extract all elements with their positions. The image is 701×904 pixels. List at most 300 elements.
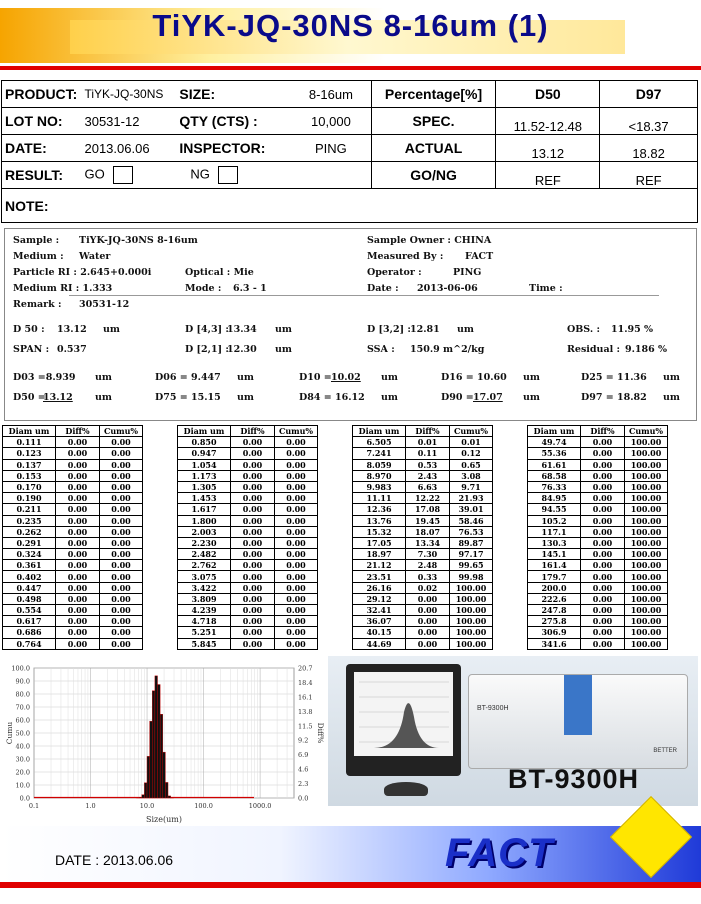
d32-value: 12.81: [410, 324, 440, 335]
measurement-panel: [4, 228, 697, 421]
table-cell: 0.00: [231, 448, 275, 459]
table-cell: 0.00: [56, 437, 100, 448]
distribution-table-3: [352, 425, 493, 650]
table-cell: 0.00: [100, 515, 143, 526]
table-cell: 0.617: [3, 616, 56, 627]
table-cell: 100.00: [625, 437, 668, 448]
lot-label: LOT NO:: [2, 108, 82, 135]
qty-label: QTY (CTS) :: [176, 108, 291, 135]
table-cell: 145.1: [528, 549, 581, 560]
table-cell: 4.718: [178, 616, 231, 627]
table-cell: 1.173: [178, 470, 231, 481]
diff-bar: [163, 752, 166, 798]
diff-bar: [165, 782, 168, 798]
d21-value: 12.30: [227, 344, 257, 355]
table-cell: 3.075: [178, 571, 231, 582]
note-label: NOTE:: [2, 189, 698, 223]
table-cell: 6.505: [353, 437, 406, 448]
table-cell: 2.762: [178, 560, 231, 571]
d03: D03 =8.939: [13, 372, 76, 383]
table-row: [353, 470, 493, 481]
y-tick-label: 20.0: [15, 768, 30, 777]
table-cell: 0.447: [3, 582, 56, 593]
table-cell: 0.00: [100, 560, 143, 571]
d10-label: D10 =: [299, 372, 332, 383]
table-cell: 13.34: [406, 537, 450, 548]
y-tick-label: 70.0: [15, 703, 30, 712]
table-cell: 32.41: [353, 605, 406, 616]
table-row: [528, 504, 668, 515]
table-cell: 0.00: [581, 481, 625, 492]
table-cell: 100.00: [450, 627, 493, 638]
monitor-image: [346, 664, 461, 776]
spec-label: SPEC.: [371, 108, 496, 135]
table-cell: 2.230: [178, 537, 231, 548]
table-cell: 0.00: [581, 504, 625, 515]
y2-axis-label: Diff%: [316, 722, 325, 744]
diff-bar: [144, 783, 147, 798]
table-cell: 0.33: [406, 571, 450, 582]
monitor-stand: [384, 782, 428, 796]
table-cell: 0.291: [3, 537, 56, 548]
table-cell: 76.33: [528, 481, 581, 492]
table-cell: 0.00: [100, 493, 143, 504]
table-row: [528, 437, 668, 448]
table-cell: 117.1: [528, 526, 581, 537]
diff-bar: [160, 714, 163, 798]
table-cell: 100.00: [625, 571, 668, 582]
model-name: BT-9300H: [508, 764, 640, 794]
table-cell: 15.32: [353, 526, 406, 537]
table-cell: 99.98: [450, 571, 493, 582]
table-cell: 76.53: [450, 526, 493, 537]
table-cell: 0.00: [231, 627, 275, 638]
distribution-table-4: [527, 425, 668, 650]
table-cell: 0.00: [231, 515, 275, 526]
table-cell: 0.111: [3, 437, 56, 448]
table-row: [528, 493, 668, 504]
go-option[interactable]: [81, 162, 176, 189]
table-cell: 0.00: [100, 549, 143, 560]
y-tick-label: 10.0: [15, 781, 30, 790]
table-cell: 0.00: [406, 605, 450, 616]
table-row: [528, 593, 668, 604]
table-row: [528, 470, 668, 481]
table-row: [3, 638, 143, 649]
table-cell: 100.00: [450, 638, 493, 649]
table-cell: 0.00: [231, 493, 275, 504]
chart-svg: [2, 660, 324, 825]
actual-label: ACTUAL: [371, 135, 496, 162]
fact-logo: FACT: [445, 831, 554, 875]
page-title: TiYK-JQ-30NS 8-16um (1): [152, 8, 549, 43]
table-row: [353, 627, 493, 638]
table-cell: 161.4: [528, 560, 581, 571]
table-cell: 0.947: [178, 448, 231, 459]
table-row: [3, 549, 143, 560]
table-cell: 0.00: [581, 616, 625, 627]
table-cell: 100.00: [625, 493, 668, 504]
table-cell: 0.00: [275, 437, 318, 448]
table-cell: 100.00: [625, 481, 668, 492]
table-cell: 100.00: [625, 605, 668, 616]
d97-unit: um: [663, 392, 680, 403]
table-cell: 0.00: [406, 593, 450, 604]
table-cell: 40.15: [353, 627, 406, 638]
table-cell: 100.00: [625, 470, 668, 481]
d32-unit: um: [457, 324, 474, 335]
spec-d50: 11.52-12.48: [496, 108, 600, 135]
table-cell: 0.554: [3, 605, 56, 616]
table-cell: 0.00: [100, 593, 143, 604]
d16-unit: um: [523, 372, 540, 383]
table-row: [178, 560, 318, 571]
table-cell: 100.00: [625, 526, 668, 537]
table-row: [3, 627, 143, 638]
table-cell: 0.00: [56, 470, 100, 481]
analyzer-panel: [564, 675, 592, 735]
date-label: DATE:: [2, 135, 82, 162]
table-row: [178, 605, 318, 616]
table-cell: 13.76: [353, 515, 406, 526]
table-cell: 0.00: [581, 549, 625, 560]
inspector-label: INSPECTOR:: [176, 135, 291, 162]
table-cell: 0.00: [581, 627, 625, 638]
table-cell: 3.08: [450, 470, 493, 481]
table-cell: 0.00: [100, 571, 143, 582]
table-cell: 105.2: [528, 515, 581, 526]
table-cell: 17.08: [406, 504, 450, 515]
instrument-photo: [328, 656, 698, 806]
table-cell: 0.00: [231, 537, 275, 548]
table-cell: 0.00: [100, 459, 143, 470]
table-cell: 100.00: [625, 515, 668, 526]
column-header: Diff%: [56, 426, 100, 437]
actual-d50: 13.12: [496, 135, 600, 162]
table-cell: 0.00: [100, 437, 143, 448]
d25-unit: um: [663, 372, 680, 383]
footer-date: DATE : 2013.06.06: [55, 852, 174, 868]
table-cell: 1.054: [178, 459, 231, 470]
table-row: [353, 560, 493, 571]
table-row: [178, 616, 318, 627]
d50-value: 13.12: [57, 324, 87, 335]
qty-value: 10,000: [291, 108, 371, 135]
d21-label: D [2,1] :: [185, 344, 229, 355]
table-cell: 36.07: [353, 616, 406, 627]
table-cell: 0.00: [275, 582, 318, 593]
table-row: [178, 526, 318, 537]
d75: D75 = 15.15: [155, 392, 221, 403]
product-label: PRODUCT:: [2, 81, 82, 108]
table-cell: 0.02: [406, 582, 450, 593]
table-row: [3, 616, 143, 627]
table-cell: 84.95: [528, 493, 581, 504]
table-cell: 0.11: [406, 448, 450, 459]
table-cell: 0.170: [3, 481, 56, 492]
table-cell: 100.00: [450, 605, 493, 616]
table-row: [528, 627, 668, 638]
table-row: [178, 549, 318, 560]
table-cell: 68.58: [528, 470, 581, 481]
table-row: [353, 459, 493, 470]
table-row: [353, 493, 493, 504]
size-value: 8-16um: [291, 81, 371, 108]
table-cell: 100.00: [625, 582, 668, 593]
mode-label: Mode :: [185, 283, 222, 294]
y2-tick-label: 2.3: [298, 780, 309, 789]
table-cell: 100.00: [625, 504, 668, 515]
table-row: [3, 605, 143, 616]
diff-bar: [150, 721, 153, 798]
table-cell: 1.617: [178, 504, 231, 515]
divider: [69, 295, 659, 296]
table-cell: 5.845: [178, 638, 231, 649]
column-header: Diff%: [581, 426, 625, 437]
table-row: [528, 571, 668, 582]
table-row: [528, 582, 668, 593]
table-cell: 0.01: [406, 437, 450, 448]
d50-unit-2: um: [95, 392, 112, 403]
table-cell: 0.00: [275, 627, 318, 638]
column-header: Diff%: [406, 426, 450, 437]
table-cell: 0.00: [56, 537, 100, 548]
table-cell: 0.00: [275, 448, 318, 459]
table-cell: 0.00: [275, 504, 318, 515]
table-row: [3, 448, 143, 459]
table-cell: 2.43: [406, 470, 450, 481]
table-cell: 0.00: [231, 504, 275, 515]
d75-unit: um: [237, 392, 254, 403]
table-row: [178, 448, 318, 459]
go-checkbox[interactable]: [113, 166, 133, 184]
table-row: [178, 627, 318, 638]
d50-label: D 50 :: [13, 324, 45, 335]
table-row: [353, 515, 493, 526]
column-header: Diam um: [3, 426, 56, 437]
table-row: [528, 448, 668, 459]
table-cell: 0.53: [406, 459, 450, 470]
table-cell: 0.65: [450, 459, 493, 470]
time-label: Time :: [529, 283, 563, 294]
table-cell: 0.402: [3, 571, 56, 582]
x-axis-label: Size(um): [146, 815, 182, 824]
table-row: [353, 481, 493, 492]
table-cell: 21.93: [450, 493, 493, 504]
table-cell: 0.262: [3, 526, 56, 537]
table-cell: 0.764: [3, 638, 56, 649]
table-row: [178, 571, 318, 582]
lot-value: 30531-12: [81, 108, 176, 135]
table-cell: 0.686: [3, 627, 56, 638]
table-cell: 0.00: [581, 448, 625, 459]
diff-bar: [155, 676, 158, 798]
table-cell: 99.65: [450, 560, 493, 571]
table-cell: 0.00: [581, 515, 625, 526]
table-cell: 0.00: [275, 560, 318, 571]
table-cell: 21.12: [353, 560, 406, 571]
table-cell: 0.00: [406, 627, 450, 638]
y-tick-label: 30.0: [15, 755, 30, 764]
table-row: [3, 560, 143, 571]
table-cell: 97.17: [450, 549, 493, 560]
distribution-table-1: [2, 425, 143, 650]
residual-value: 9.186 %: [625, 344, 668, 355]
inspector-value: PING: [291, 135, 371, 162]
d97-header: D97: [600, 81, 698, 108]
percentage-header: Percentage[%]: [371, 81, 496, 108]
date-value-m: 2013-06-06: [417, 283, 478, 294]
table-cell: 0.00: [406, 638, 450, 649]
footer: [0, 826, 701, 904]
table-cell: 100.00: [625, 627, 668, 638]
table-cell: 0.00: [100, 504, 143, 515]
table-row: [3, 493, 143, 504]
date-value: 2013.06.06: [81, 135, 176, 162]
table-cell: 2.003: [178, 526, 231, 537]
table-cell: 49.74: [528, 437, 581, 448]
table-cell: 130.3: [528, 537, 581, 548]
table-row: [353, 582, 493, 593]
table-row: [528, 515, 668, 526]
y2-tick-label: 20.7: [298, 664, 313, 673]
d97: D97 = 18.82: [581, 392, 647, 403]
measured-by-value: FACT: [465, 251, 494, 262]
header: [0, 0, 701, 72]
result-spacer: [291, 162, 371, 189]
table-cell: 11.11: [353, 493, 406, 504]
table-cell: 0.00: [581, 605, 625, 616]
table-cell: 0.00: [581, 582, 625, 593]
d90-value: 17.07: [473, 392, 503, 403]
table-row: [353, 638, 493, 649]
d50-value-2: 13.12: [43, 392, 73, 403]
table-cell: 0.00: [406, 616, 450, 627]
d06: D06 = 9.447: [155, 372, 221, 383]
d10-unit: um: [381, 372, 398, 383]
table-row: [178, 504, 318, 515]
table-cell: 100.00: [625, 448, 668, 459]
measured-by-label: Measured By :: [367, 251, 444, 262]
d43-unit: um: [275, 324, 292, 335]
d06-unit: um: [237, 372, 254, 383]
diff-bar: [158, 685, 161, 798]
table-cell: 19.45: [406, 515, 450, 526]
table-cell: 0.00: [231, 616, 275, 627]
y2-tick-label: 18.4: [298, 678, 313, 687]
table-cell: 2.482: [178, 549, 231, 560]
table-row: [3, 537, 143, 548]
d50-label-2: D50 =: [13, 392, 46, 403]
table-cell: 0.00: [275, 593, 318, 604]
table-cell: 0.00: [56, 504, 100, 515]
table-cell: 23.51: [353, 571, 406, 582]
d90-unit: um: [523, 392, 540, 403]
table-row: [528, 560, 668, 571]
column-header: Diff%: [231, 426, 275, 437]
table-row: [528, 616, 668, 627]
y2-tick-label: 0.0: [298, 794, 309, 803]
table-cell: 9.71: [450, 481, 493, 492]
table-row: [353, 549, 493, 560]
y-tick-label: 40.0: [15, 742, 30, 751]
table-cell: 0.01: [450, 437, 493, 448]
screen-graph: [354, 672, 453, 756]
table-cell: 61.61: [528, 459, 581, 470]
analyzer-label: BT-9300H: [477, 705, 509, 712]
table-cell: 9.983: [353, 481, 406, 492]
table-cell: 0.00: [231, 437, 275, 448]
table-row: [3, 571, 143, 582]
spec-d97: <18.37: [600, 108, 698, 135]
table-cell: 100.00: [625, 560, 668, 571]
table-cell: 0.12: [450, 448, 493, 459]
table-row: [3, 437, 143, 448]
table-cell: 0.00: [581, 470, 625, 481]
diff-bar: [152, 691, 155, 798]
table-cell: 3.422: [178, 582, 231, 593]
y2-tick-label: 16.1: [298, 693, 313, 702]
table-cell: 0.137: [3, 459, 56, 470]
table-cell: 100.00: [625, 459, 668, 470]
y-tick-label: 80.0: [15, 690, 30, 699]
table-cell: 0.190: [3, 493, 56, 504]
y-axis-label: Cumu: [5, 721, 14, 745]
obs-value: 11.95 %: [611, 324, 654, 335]
table-cell: 0.00: [581, 459, 625, 470]
y-tick-label: 100.0: [11, 664, 30, 673]
column-header: Diam um: [178, 426, 231, 437]
table-cell: 0.00: [275, 605, 318, 616]
y-tick-label: 60.0: [15, 716, 30, 725]
d43-label: D [4,3] :: [185, 324, 229, 335]
table-cell: 1.800: [178, 515, 231, 526]
table-cell: 0.00: [275, 481, 318, 492]
table-cell: 0.00: [581, 593, 625, 604]
better-logo: BETTER: [653, 748, 677, 754]
table-row: [353, 593, 493, 604]
table-cell: 0.235: [3, 515, 56, 526]
ng-option[interactable]: [176, 162, 291, 189]
table-row: [528, 638, 668, 649]
header-divider: [0, 66, 701, 70]
table-cell: 0.361: [3, 560, 56, 571]
table-cell: 0.00: [56, 616, 100, 627]
table-cell: 0.00: [231, 582, 275, 593]
table-cell: 0.123: [3, 448, 56, 459]
table-cell: 0.00: [100, 605, 143, 616]
table-row: [528, 537, 668, 548]
table-cell: 0.324: [3, 549, 56, 560]
table-row: [528, 526, 668, 537]
table-cell: 6.63: [406, 481, 450, 492]
table-row: [3, 481, 143, 492]
x-tick-label: 1.0: [85, 802, 96, 810]
ng-checkbox[interactable]: [218, 166, 238, 184]
table-cell: 94.55: [528, 504, 581, 515]
column-header: Diam um: [353, 426, 406, 437]
table-cell: 0.00: [56, 448, 100, 459]
y-tick-label: 0.0: [19, 794, 30, 803]
table-cell: 0.00: [231, 560, 275, 571]
mode-value: 6.3 - 1: [233, 283, 267, 294]
span-label: SPAN :: [13, 344, 50, 355]
table-cell: 2.48: [406, 560, 450, 571]
table-cell: 0.00: [56, 593, 100, 604]
column-header: Diam um: [528, 426, 581, 437]
table-row: [353, 526, 493, 537]
table-cell: 0.00: [231, 549, 275, 560]
